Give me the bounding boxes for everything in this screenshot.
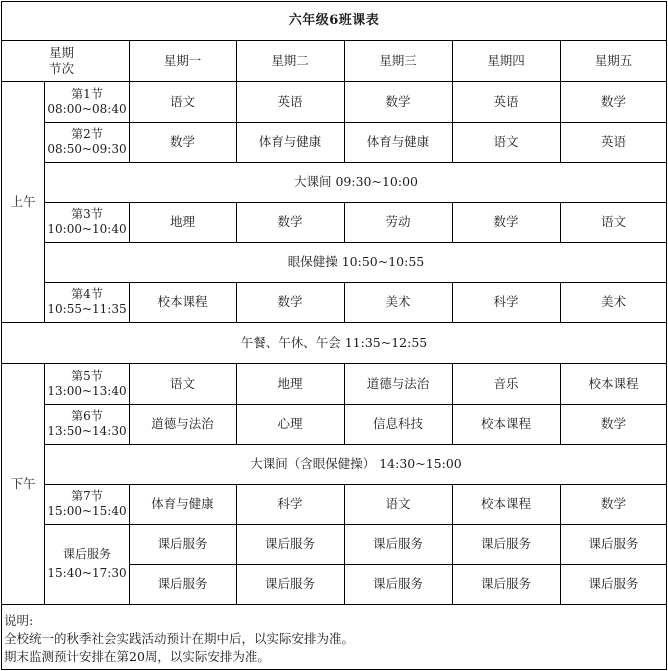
period-label-5 bbox=[45, 364, 129, 404]
class-cell: 课后服务 bbox=[372, 575, 423, 591]
period-name: 第1节 bbox=[71, 87, 103, 101]
class-cell: 心理 bbox=[277, 415, 303, 431]
class-cell: 课后服务 bbox=[372, 535, 423, 551]
class-cell: 道德与法治 bbox=[151, 415, 214, 431]
class-cell: 校本课程 bbox=[157, 293, 208, 309]
day-header-tue: 星期二 bbox=[271, 52, 309, 68]
class-cell: 英语 bbox=[600, 133, 626, 149]
period-time: 08:50~09:30 bbox=[47, 142, 127, 156]
class-cell: 校本课程 bbox=[588, 375, 639, 391]
period-label-7 bbox=[45, 484, 129, 524]
period-name: 第4节 bbox=[71, 287, 103, 301]
class-cell: 校本课程 bbox=[480, 415, 531, 431]
class-cell: 美术 bbox=[385, 293, 411, 309]
class-cell: 课后服务 bbox=[264, 535, 315, 551]
period-label-6 bbox=[45, 404, 129, 444]
period-time: 13:00~13:40 bbox=[47, 384, 127, 398]
period-name: 第5节 bbox=[71, 369, 103, 383]
class-cell: 课后服务 bbox=[157, 575, 208, 591]
class-cell: 道德与法治 bbox=[366, 375, 430, 391]
period-time: 08:00~08:40 bbox=[47, 102, 127, 116]
day-header-mon: 星期一 bbox=[163, 52, 202, 68]
period-name: 第3节 bbox=[71, 207, 103, 221]
class-cell: 课后服务 bbox=[588, 535, 639, 551]
break-band: 大课间（含眼保健操） 14:30~15:00 bbox=[250, 455, 462, 471]
break-band: 大课间 09:30~10:00 bbox=[294, 173, 418, 189]
period-label-1 bbox=[45, 82, 129, 122]
period-name: 第7节 bbox=[71, 489, 103, 503]
class-cell: 课后服务 bbox=[480, 575, 531, 591]
class-cell: 英语 bbox=[277, 93, 303, 109]
class-cell: 数学 bbox=[277, 293, 303, 309]
period-time: 13:50~14:30 bbox=[47, 424, 127, 438]
period-name: 第2节 bbox=[71, 127, 103, 141]
break-band: 眼保健操 10:50~10:55 bbox=[287, 253, 425, 269]
class-cell: 地理 bbox=[277, 375, 303, 391]
class-cell: 课后服务 bbox=[157, 535, 208, 551]
notes-line: 全校统一的秋季社会实践活动预计在期中后，以实际安排为准。 bbox=[4, 631, 355, 647]
class-cell: 美术 bbox=[600, 293, 626, 309]
period-time: 10:00~10:40 bbox=[47, 222, 127, 236]
section-afternoon: 下午 bbox=[10, 475, 36, 491]
class-cell: 课后服务 bbox=[264, 575, 315, 591]
class-cell: 体育与健康 bbox=[366, 133, 430, 149]
section-morning: 上午 bbox=[10, 193, 36, 209]
class-cell: 课后服务 bbox=[588, 575, 639, 591]
period-time: 15:00~15:40 bbox=[47, 504, 127, 518]
notes bbox=[4, 612, 664, 666]
class-cell: 英语 bbox=[493, 93, 519, 109]
class-cell: 数学 bbox=[600, 93, 626, 109]
corner-weekday-label: 星期 bbox=[49, 44, 75, 60]
class-cell: 劳动 bbox=[385, 213, 411, 229]
class-cell: 语文 bbox=[493, 133, 519, 149]
class-cell: 语文 bbox=[385, 495, 411, 511]
class-cell: 校本课程 bbox=[480, 495, 531, 511]
period-label-2 bbox=[45, 122, 129, 162]
period-label-4 bbox=[45, 282, 129, 322]
page-title: 六年级6班课表 bbox=[288, 13, 380, 29]
class-cell: 语文 bbox=[600, 213, 626, 229]
class-cell: 课后服务 bbox=[480, 535, 531, 551]
corner-period-label: 节次 bbox=[49, 61, 75, 76]
notes-line: 期末监测预计安排在第20周，以实际安排为准。 bbox=[4, 649, 270, 665]
corner-header bbox=[1, 41, 129, 81]
period-name: 课后服务 bbox=[62, 547, 111, 561]
class-cell: 数学 bbox=[600, 415, 626, 431]
class-cell: 音乐 bbox=[493, 375, 519, 391]
class-cell: 数学 bbox=[493, 213, 519, 229]
period-time: 10:55~11:35 bbox=[47, 302, 127, 316]
after-school-label bbox=[45, 524, 129, 604]
lunch-band: 午餐、午休、午会 11:35~12:55 bbox=[240, 334, 428, 350]
class-cell: 数学 bbox=[169, 133, 195, 149]
class-cell: 语文 bbox=[169, 93, 195, 109]
period-label-3 bbox=[45, 202, 129, 242]
day-header-wed: 星期三 bbox=[379, 52, 417, 68]
period-name: 第6节 bbox=[71, 409, 103, 423]
class-cell: 信息科技 bbox=[372, 415, 423, 431]
class-cell: 地理 bbox=[169, 213, 195, 229]
notes-heading: 说明: bbox=[4, 613, 34, 628]
class-cell: 体育与健康 bbox=[151, 495, 214, 511]
class-cell: 科学 bbox=[493, 293, 519, 309]
class-cell: 数学 bbox=[600, 495, 626, 511]
class-cell: 体育与健康 bbox=[258, 133, 322, 149]
day-header-fri: 星期五 bbox=[594, 52, 633, 68]
class-cell: 数学 bbox=[385, 93, 411, 109]
period-time: 15:40~17:30 bbox=[47, 566, 127, 580]
class-cell: 科学 bbox=[277, 495, 303, 511]
class-cell: 数学 bbox=[277, 213, 303, 229]
day-header-thu: 星期四 bbox=[487, 52, 525, 68]
class-cell: 语文 bbox=[169, 375, 195, 391]
